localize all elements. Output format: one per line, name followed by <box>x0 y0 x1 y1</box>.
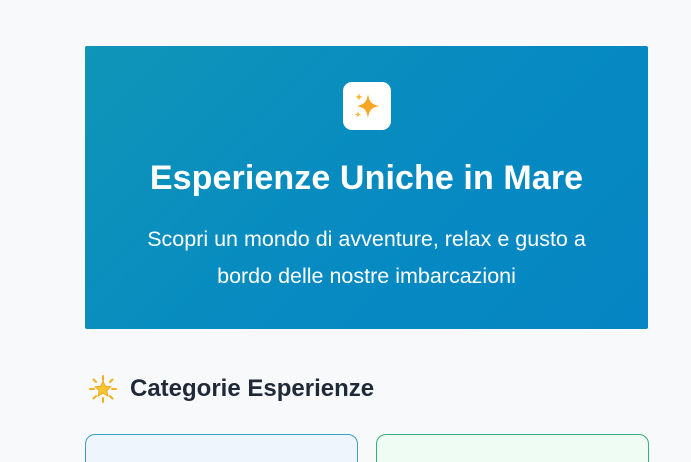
section-header <box>88 372 374 406</box>
glowing-star-icon <box>88 374 118 404</box>
category-card-1[interactable] <box>85 434 358 462</box>
hero-banner <box>85 46 648 329</box>
hero-subtitle-line2: bordo delle nostre imbarcazioni <box>217 264 516 288</box>
hero-subtitle <box>105 221 628 295</box>
section-title: Categorie Esperienze <box>130 375 375 402</box>
category-card-2[interactable] <box>376 434 649 462</box>
hero-subtitle-line1: Scopri un mondo di avventure, relax e gusto a <box>147 227 586 251</box>
sparkles-icon <box>343 82 391 130</box>
hero-title: Esperienze Uniche in Mare <box>149 159 584 197</box>
